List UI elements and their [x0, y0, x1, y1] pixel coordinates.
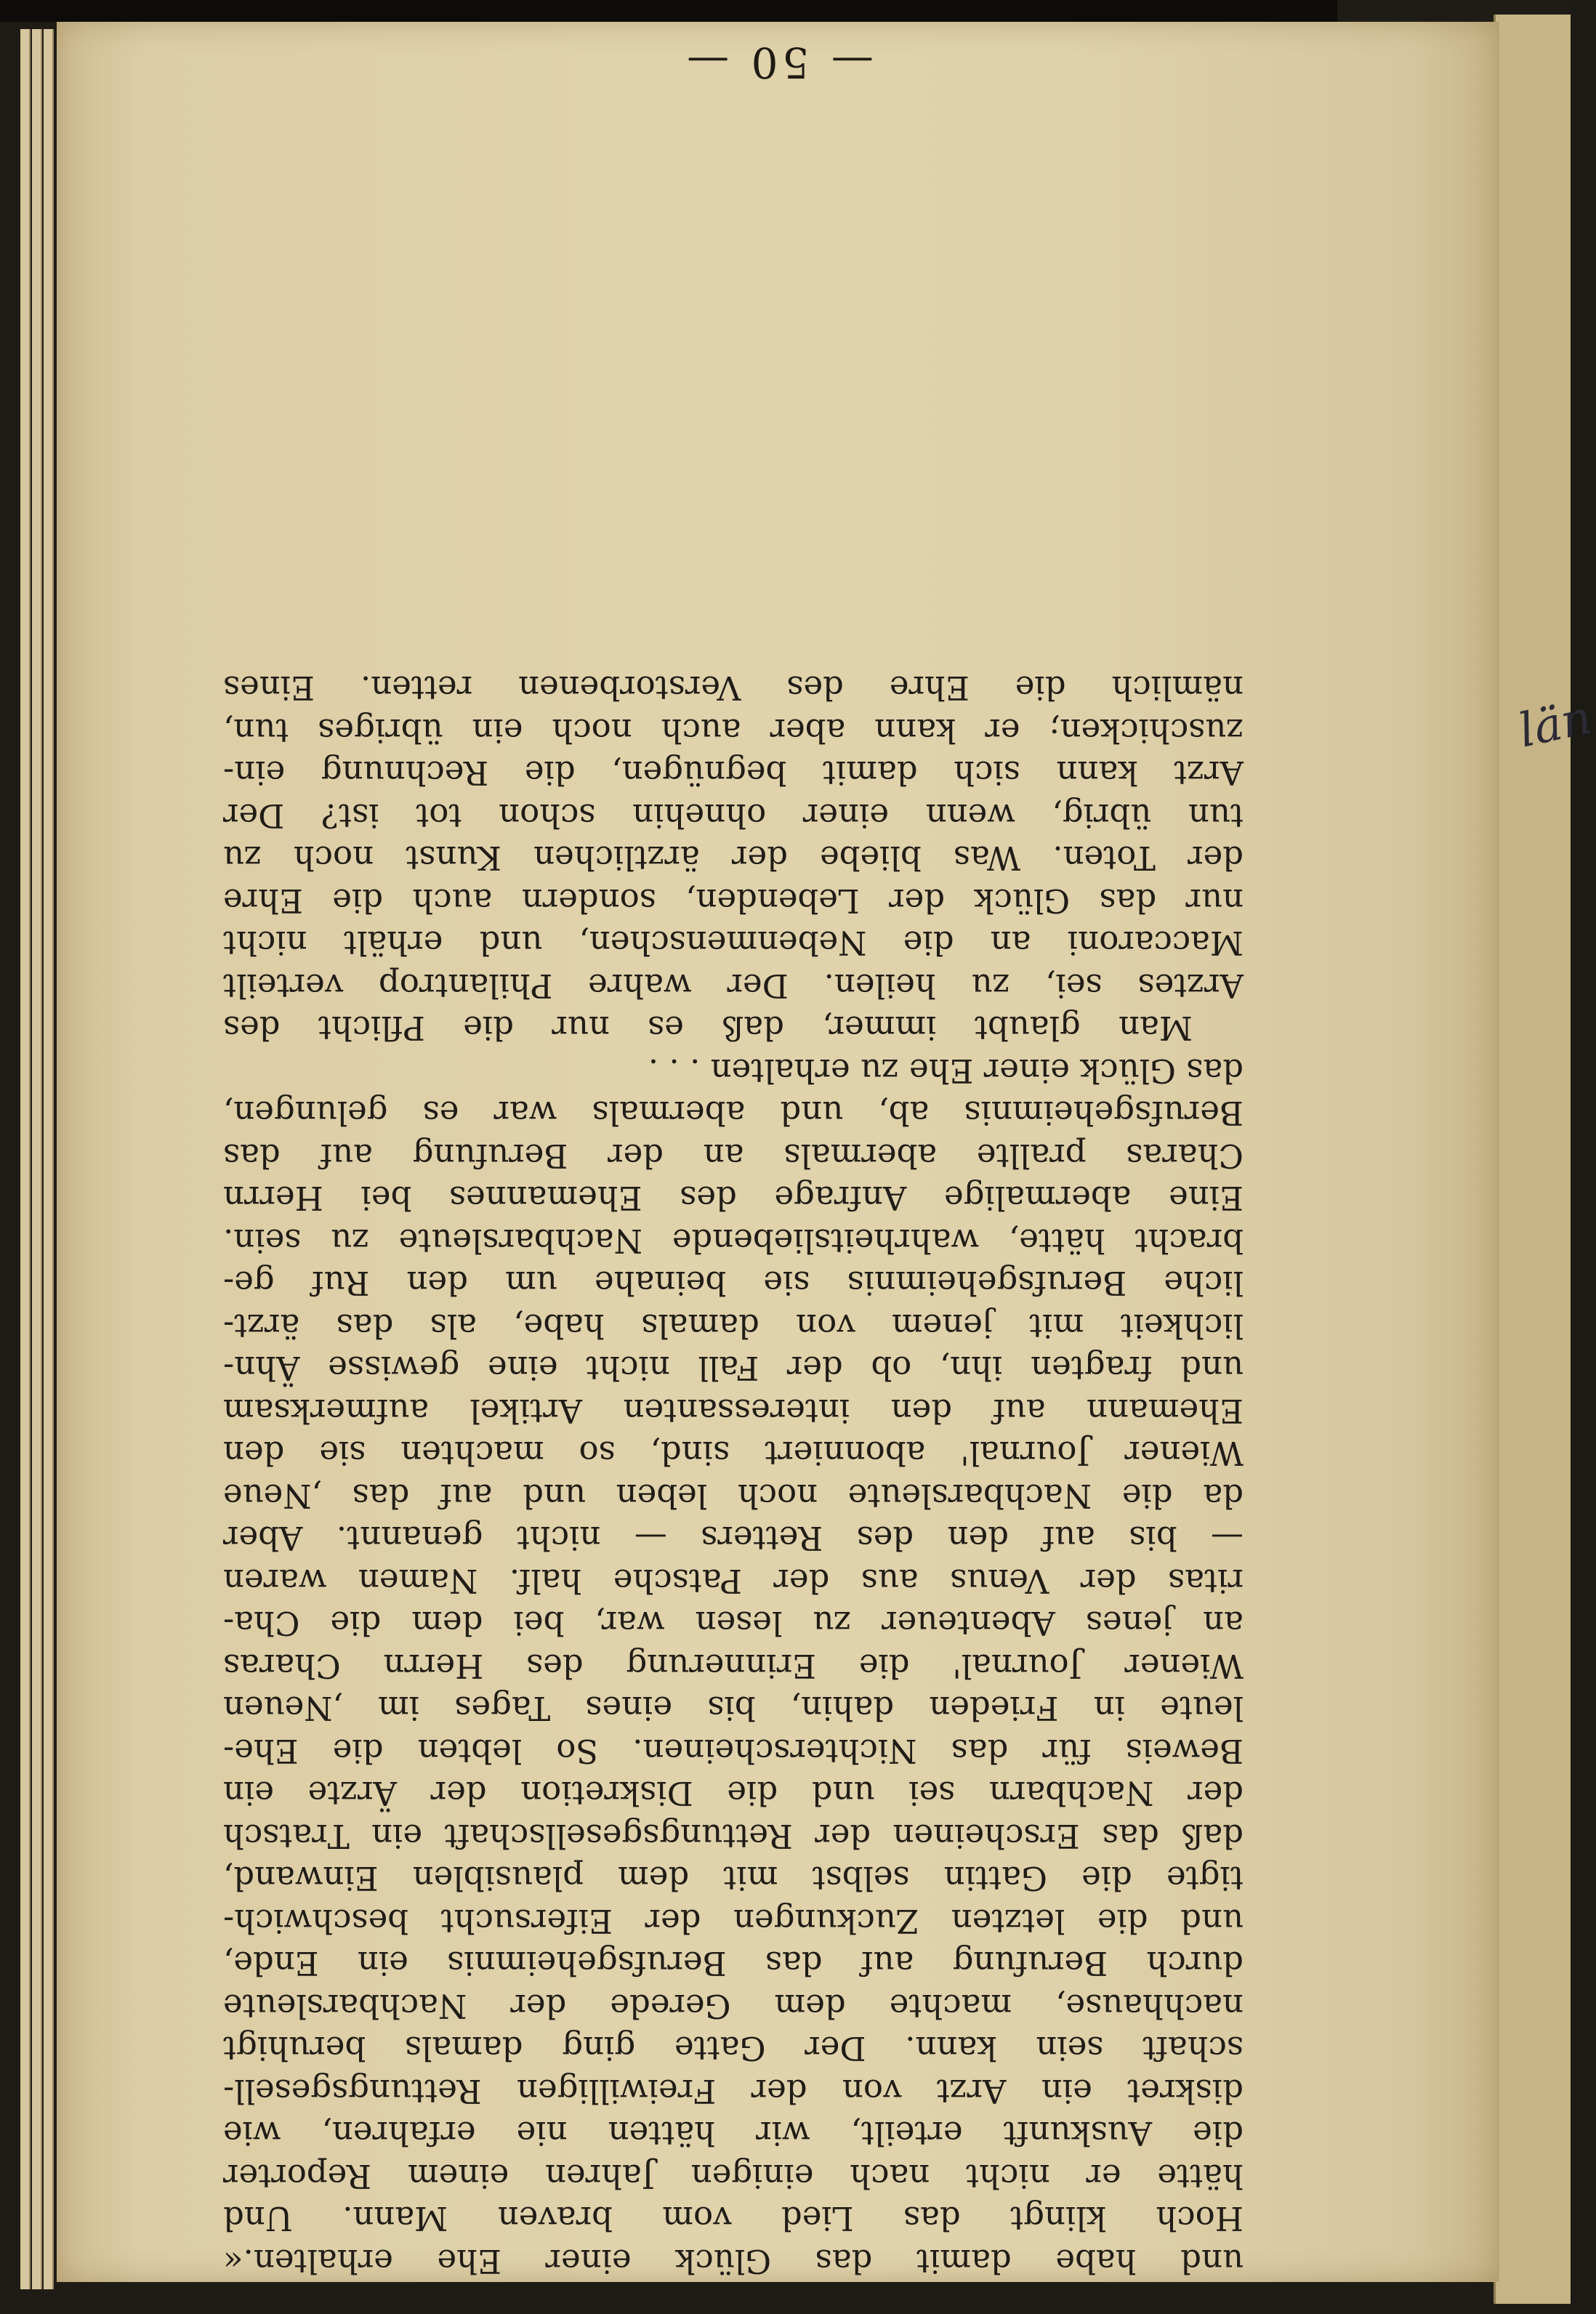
text-line: und die letzten Zuckungen der Eifersucht beschwich- [223, 1902, 1244, 1940]
page-edge [32, 29, 42, 2289]
text-line: der Toten. Was bliebe der ärztlichen Kunst noch zu [223, 839, 1244, 878]
dark-top-strip [0, 0, 1337, 22]
text-line: an jenes Abenteuer zu lesen war, bei dem die Cha- [223, 1604, 1244, 1643]
text-line: daß das Erscheinen der Rettungsgesellschaft ein Tratsch [223, 1817, 1244, 1855]
book-page [57, 22, 1499, 2282]
text-line: die Auskunft erteilt, wir hätten nie erfahren, wie [223, 2114, 1244, 2153]
text-line: tun übrig, wenn einer ohnehin schon tot ist? Der [223, 797, 1244, 835]
text-line: tigte die Gattin selbst mit dem plausiblen Einwand, [223, 1859, 1244, 1898]
text-line: Arztes sei, zu heilen. Der wahre Philantrop verteilt [223, 967, 1244, 1005]
text-line: lichkeit mit jenem von damals habe, als das ärzt- [223, 1307, 1244, 1345]
text-line: nur das Glück der Lebenden, sondern auch die Ehre [223, 882, 1244, 920]
body-text [223, 581, 1244, 2282]
page-edge [20, 29, 31, 2289]
text-line: ritas der Venus aus der Patsche half. Namen waren [223, 1562, 1244, 1600]
text-line: Wiener Journal' abonniert sind, so machten sie den [223, 1434, 1244, 1473]
text-line: da die Nachbarsleute noch leben und auf das ,Neue [223, 1477, 1244, 1515]
text-line: zuschicken; er kann aber auch noch ein übriges tun, [223, 711, 1244, 750]
text-line: nämlich die Ehre des Verstorbenen retten. Eines [223, 669, 1244, 708]
text-line: schaft sein kann. Der Gatte ging damals beruhigt [223, 2029, 1244, 2068]
facing-page-edge [1494, 15, 1571, 2304]
text-line: Berufsgeheimnis ab, und abermals war es gelungen, [223, 1094, 1244, 1133]
text-line: Hoch klingt das Lied vom braven Mann. Und [223, 2199, 1244, 2238]
facing-page-handwritten-note: län [1514, 690, 1596, 759]
page-content-rotated [57, 22, 1499, 2282]
text-line: Maccaroni an die Nebenmenschen, und erhält nicht [223, 924, 1244, 963]
text-line: bracht hätte, wahrheitsliebende Nachbarsleute zu sein. [223, 1222, 1244, 1260]
text-line: Man glaubt immer, daß es nur die Pflicht des [223, 1009, 1193, 1048]
page-edge [44, 29, 54, 2289]
text-line: — bis auf den des Retters — nicht genannt. Aber [223, 1519, 1244, 1558]
text-line: hätte er nicht nach einigen Jahren einem Reporter [223, 2157, 1244, 2196]
text-line: das Glück einer Ehe zu erhalten . . . [648, 1052, 1244, 1090]
text-line: und habe damit das Glück einer Ehe erhalten.« [223, 2242, 1244, 2281]
text-line: nachhause, machte dem Gerede der Nachbarsleute [223, 1987, 1244, 2025]
text-line: Beweis für das Nichterscheinen. So lebten die Ehe- [223, 1732, 1244, 1770]
text-line: Charas prallte abermals an der Berufung auf das [223, 1137, 1244, 1175]
text-line: leute in Frieden dahin, bis eines Tages im ,Neuen [223, 1689, 1244, 1728]
text-line: Eine abermalige Anfrage des Ehemannes bei Herrn [223, 1179, 1244, 1218]
text-line: diskret ein Arzt von der Freiwilligen Rettungsgesell- [223, 2072, 1244, 2111]
text-line: Ehemann auf den interessanten Artikel aufmerksam [223, 1392, 1244, 1430]
text-line: liche Berufsgeheimnis sie beinahe um den Ruf ge- [223, 1264, 1244, 1303]
page-number: — 50 — [682, 38, 874, 87]
text-line: und fragten ihn, ob der Fall nicht eine gewisse Ähn- [223, 1349, 1244, 1388]
text-line: der Nachbarn sei und die Diskretion der Ärzte ein [223, 1774, 1244, 1813]
text-line: durch Berufung auf das Berufsgeheimnis ein Ende, [223, 1944, 1244, 1983]
text-line: Wiener Journal' die Erinnerung des Herrn Charas [223, 1647, 1244, 1685]
text-line: Arzt kann sich damit begnügen, die Rechnung ein- [223, 754, 1244, 793]
